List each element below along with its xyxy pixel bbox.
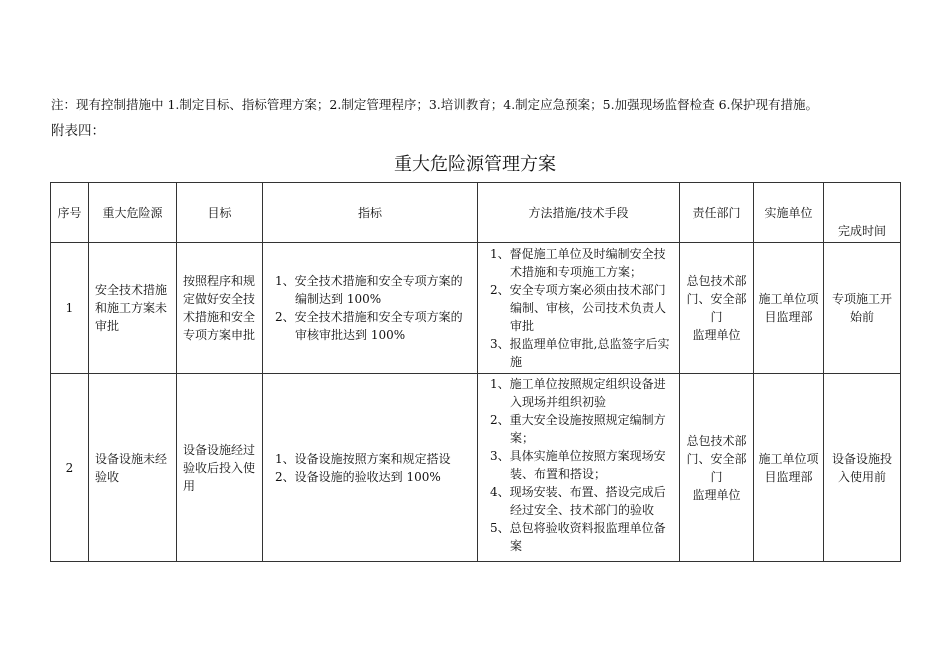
row-methods [478,374,680,562]
method-item: 1、督促施工单位及时编制安全技术措施和专项施工方案； [490,247,666,279]
appendix-label: 附表四： [51,123,105,139]
indicator-item: 2、设备设施的验收达到 100% [275,469,441,484]
dept-primary: 总包技术部门、安全部门 [686,274,747,324]
table-row [51,243,901,374]
row-indicators [263,374,478,562]
header-dept: 责任部门 [680,183,754,243]
method-item: 3、报监理单位审批,总监签字后实施 [490,337,670,369]
method-item: 2、重大安全设施按照规定编制方案； [490,413,666,445]
table-header-row [51,183,901,243]
row-methods [478,243,680,374]
note-text: 注：现有控制措施中 1.制定目标、指标管理方案；2.制定管理程序；3.培训教育；4.制定应急预案；5.加强现场监督检查 6.保护现有措施。 [51,97,819,112]
method-item: 4、现场安装、布置、搭设完成后经过安全、技术部门的验收 [490,485,666,517]
row-unit: 施工单位项目监理部 [754,243,824,374]
row-goal: 按照程序和规定做好安全技术措施和安全专项方案申批 [177,243,263,374]
row-no: 2 [51,374,89,562]
dept-primary: 总包技术部门、安全部门 [686,433,747,484]
row-hazard: 安全技术措施和施工方案未审批 [89,243,177,374]
header-time: 完成时间 [824,183,901,243]
row-hazard: 设备设施未经验收 [89,374,177,562]
header-method: 方法措施/技术手段 [478,183,680,243]
row-unit: 施工单位项目监理部 [754,374,824,562]
indicator-item: 1、安全技术措施和安全专项方案的编制达到 100% [275,274,463,306]
row-goal: 设备设施经过验收后投入使用 [177,374,263,562]
indicator-item: 2、安全技术措施和安全专项方案的审核审批达到 100% [275,310,463,342]
header-hazard: 重大危险源 [89,183,177,243]
header-unit: 实施单位 [754,183,824,243]
row-no: 1 [51,243,89,374]
header-no: 序号 [51,183,89,243]
row-indicators [263,243,478,374]
indicator-item: 1、设备设施按照方案和规定搭设 [275,451,451,466]
hazard-management-table [50,182,901,562]
row-time: 设备设施投入使用前 [824,374,901,562]
method-item: 2、安全专项方案必须由技术部门编制、审核，公司技术负责人审批 [490,283,667,333]
row-time: 专项施工开始前 [824,243,901,374]
method-item: 1、施工单位按照规定组织设备进入现场并组织初验 [490,377,666,409]
row-dept [680,374,754,562]
document-title: 重大危险源管理方案 [394,154,556,175]
header-goal: 目标 [177,183,263,243]
dept-secondary: 监理单位 [692,328,741,342]
row-dept [680,243,754,374]
table-row [51,374,901,562]
dept-secondary: 监理单位 [692,487,741,502]
header-indicator: 指标 [263,183,478,243]
method-item: 3、具体实施单位按照方案现场安装、布置和搭设； [490,449,666,481]
method-item: 5、总包将验收资料报监理单位备案 [490,521,666,553]
